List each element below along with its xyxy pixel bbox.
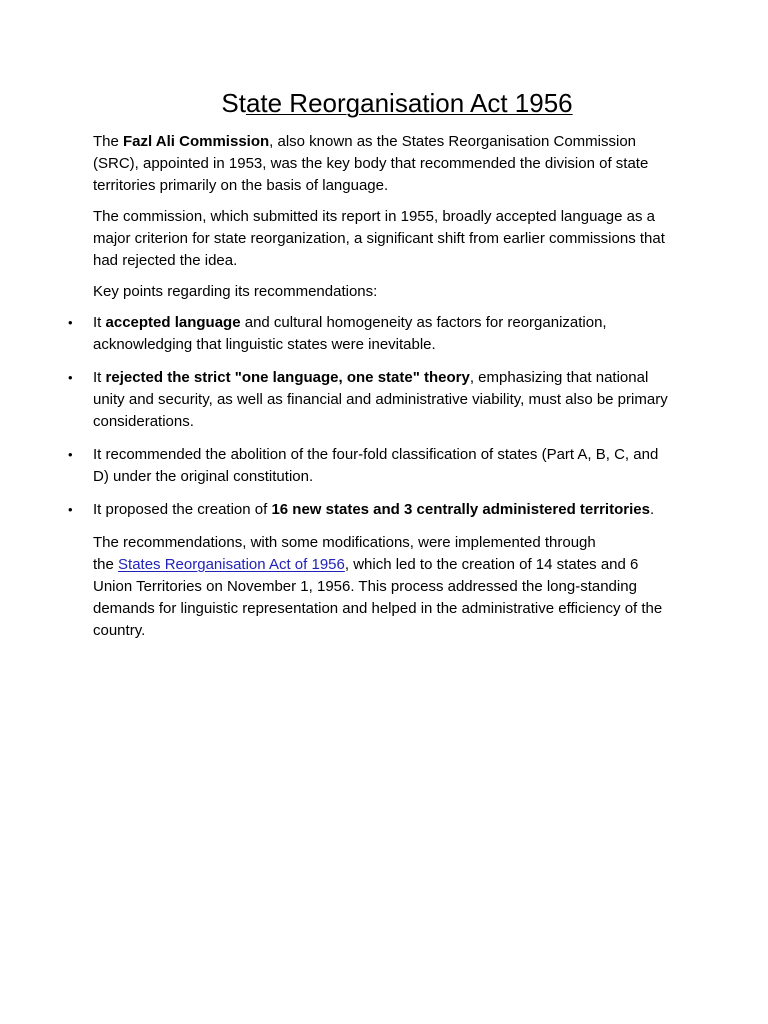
conclusion-paragraph (93, 532, 678, 642)
list-item-text-pre: It proposed the creation of (93, 501, 272, 518)
list-item-bold: accepted language (105, 314, 241, 331)
list-item-text-pre: It (93, 314, 106, 331)
title-part-2: ate Reorganisation Act 1956 (245, 88, 573, 118)
list-item (68, 367, 678, 433)
conclusion-text-post: , which led to the creation of 14 states and 6 Union Territories on November 1, 1956. This process addressed the long-standing demands for linguistic representation and helped in the administrative efficiency of the country. (93, 556, 663, 639)
list-item (68, 499, 678, 521)
list-item (68, 312, 678, 356)
states-reorganisation-act-link[interactable]: States Reorganisation Act of 1956 (118, 556, 345, 573)
key-points-heading: Key points regarding its recommendations: (93, 283, 378, 300)
report-paragraph: The commission, which submitted its report in 1955, broadly accepted language as a major criterion for state reorganization, a significant shift from earlier commissions that had rejected the idea. (93, 208, 665, 269)
page-title (0, 86, 768, 120)
intro-paragraph (93, 131, 678, 197)
conclusion-text-pre: the (93, 556, 119, 573)
intro-text-pre: The (93, 133, 124, 150)
list-item-text-post: and cultural homogeneity as factors for reorganization, acknowledging that linguistic states were inevitable. (93, 314, 607, 353)
title-part-1: St (221, 88, 246, 118)
intro-text-post: , also known as the States Reorganisation Commission (SRC), appointed in 1953, was the key body that recommended the division of state territories primarily on the basis of language. (93, 133, 649, 194)
list-item-text-pre: It (93, 369, 106, 386)
list-item-text-post: , emphasizing that national unity and security, as well as financial and administrative viability, must also be primary considerations. (93, 369, 668, 430)
bullet-icon: • (68, 502, 73, 517)
bullet-icon: • (68, 370, 73, 385)
recommendations-list (68, 312, 678, 521)
list-item-text-pre: It recommended the abolition of the four-fold classification of states (Part A, B, C, and D) under the original constitution. (93, 446, 659, 485)
list-item (68, 444, 678, 488)
list-item-bold: 16 new states and 3 centrally administered territories (271, 501, 650, 518)
bullet-icon: • (68, 315, 73, 330)
list-item-text-post: . (649, 501, 655, 518)
document-body (68, 131, 678, 651)
bullet-icon: • (68, 447, 73, 462)
list-item-bold: rejected the strict "one language, one state" theory (105, 369, 470, 386)
commission-name: Fazl Ali Commission (123, 133, 270, 150)
conclusion-line-1: The recommendations, with some modifications, were implemented through (93, 534, 596, 551)
